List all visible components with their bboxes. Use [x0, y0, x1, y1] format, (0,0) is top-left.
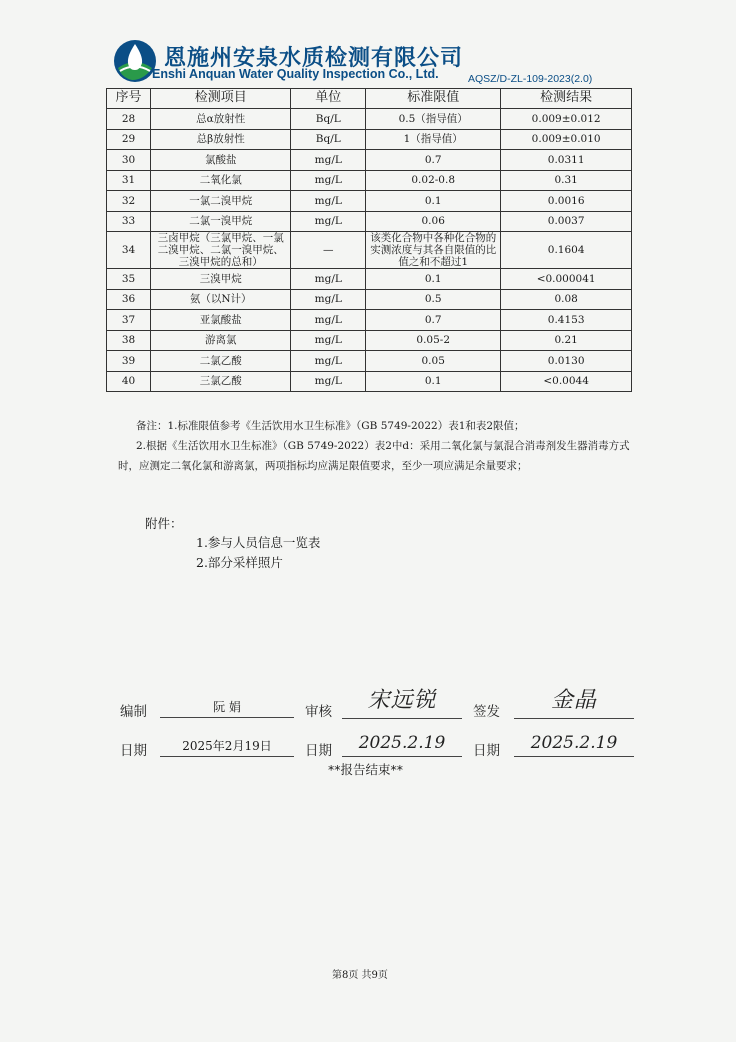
table-row	[107, 310, 632, 331]
prepared-label: 编制	[120, 704, 147, 720]
row-result: 0.009±0.012	[501, 109, 632, 130]
table-header-row	[107, 89, 632, 109]
document-code: AQSZ/D-ZL-109-2023(2.0)	[468, 73, 593, 85]
remarks	[118, 416, 638, 476]
row-unit: mg/L	[291, 170, 366, 191]
row-unit: Bq/L	[291, 129, 366, 150]
table-row	[107, 371, 632, 392]
company-name-cn: 恩施州安泉水质检测有限公司	[164, 46, 464, 71]
row-unit: mg/L	[291, 310, 366, 331]
review-signature: 宋远锐	[342, 684, 462, 719]
attachment-item: 1.参与人员信息一览表	[196, 535, 321, 550]
header-unit: 单位	[291, 89, 366, 109]
row-result: 0.1604	[501, 232, 632, 269]
row-unit: mg/L	[291, 211, 366, 232]
table-row	[107, 150, 632, 171]
row-item: 二氯乙酸	[151, 351, 291, 372]
issue-signature: 金晶	[514, 684, 634, 719]
row-result: 0.4153	[501, 310, 632, 331]
row-result: 0.08	[501, 289, 632, 310]
test-results-table	[106, 88, 632, 392]
review-date: 2025.2.19	[342, 730, 462, 757]
row-no: 30	[107, 150, 151, 171]
row-result: 0.31	[501, 170, 632, 191]
page-number: 第8页 共9页	[332, 970, 388, 981]
row-no: 37	[107, 310, 151, 331]
row-no: 38	[107, 330, 151, 351]
issue-label: 签发	[473, 704, 500, 720]
row-item: 亚氯酸盐	[151, 310, 291, 331]
header-result: 检测结果	[501, 89, 632, 109]
row-result: 0.21	[501, 330, 632, 351]
row-result: 0.009±0.010	[501, 129, 632, 150]
row-no: 35	[107, 269, 151, 290]
prepared-date: 2025年2月19日	[160, 736, 294, 757]
table-row	[107, 330, 632, 351]
issue-date: 2025.2.19	[514, 730, 634, 757]
row-no: 33	[107, 211, 151, 232]
row-unit: —	[291, 232, 366, 269]
row-unit: mg/L	[291, 371, 366, 392]
row-result: <0.000041	[501, 269, 632, 290]
row-unit: mg/L	[291, 150, 366, 171]
row-unit: mg/L	[291, 330, 366, 351]
table-row	[107, 109, 632, 130]
table-row	[107, 289, 632, 310]
row-no: 34	[107, 232, 151, 269]
row-item: 三氯乙酸	[151, 371, 291, 392]
table-row	[107, 129, 632, 150]
row-no: 36	[107, 289, 151, 310]
row-unit: Bq/L	[291, 109, 366, 130]
row-no: 40	[107, 371, 151, 392]
row-item: 总β放射性	[151, 129, 291, 150]
issue-date-label: 日期	[473, 743, 500, 759]
review-date-label: 日期	[305, 743, 332, 759]
row-result: 0.0130	[501, 351, 632, 372]
row-limit: 该类化合物中各种化合物的实测浓度与其各自限值的比值之和不超过1	[366, 232, 501, 269]
row-item: 氨（以N计）	[151, 289, 291, 310]
row-limit: 0.1	[366, 371, 501, 392]
header-limit: 标准限值	[366, 89, 501, 109]
row-limit: 0.7	[366, 310, 501, 331]
header-no: 序号	[107, 89, 151, 109]
table-row	[107, 211, 632, 232]
report-end-text: **报告结束**	[328, 762, 404, 777]
row-no: 39	[107, 351, 151, 372]
row-limit: 0.05-2	[366, 330, 501, 351]
row-item: 三卤甲烷（三氯甲烷、一氯二溴甲烷、二氯一溴甲烷、三溴甲烷的总和）	[151, 232, 291, 269]
attachments-title: 附件：	[145, 516, 183, 531]
row-item: 一氯二溴甲烷	[151, 191, 291, 212]
row-no: 32	[107, 191, 151, 212]
row-item: 游离氯	[151, 330, 291, 351]
row-unit: mg/L	[291, 269, 366, 290]
table-row	[107, 351, 632, 372]
row-unit: mg/L	[291, 191, 366, 212]
prepared-name: 阮 娟	[160, 697, 294, 718]
row-item: 氯酸盐	[151, 150, 291, 171]
row-item: 二氧化氯	[151, 170, 291, 191]
row-result: <0.0044	[501, 371, 632, 392]
header-item: 检测项目	[151, 89, 291, 109]
row-result: 0.0016	[501, 191, 632, 212]
remark-2: 2.根据《生活饮用水卫生标准》（GB 5749-2022）表2中d：采用二氧化氯与氯混合消毒剂发生器消毒方式时，应测定二氧化氯和游离氯，两项指标均应满足限值要求，至少一项应满足余量要求；	[118, 440, 630, 472]
row-limit: 0.02-0.8	[366, 170, 501, 191]
row-limit: 0.5（指导值）	[366, 109, 501, 130]
row-result: 0.0311	[501, 150, 632, 171]
table-row	[107, 269, 632, 290]
row-no: 28	[107, 109, 151, 130]
table-row	[107, 170, 632, 191]
row-limit: 0.06	[366, 211, 501, 232]
company-name-en: Enshi Anquan Water Quality Inspection Co., Ltd.	[152, 67, 439, 81]
row-limit: 1（指导值）	[366, 129, 501, 150]
review-label: 审核	[305, 704, 332, 720]
row-no: 31	[107, 170, 151, 191]
table-row	[107, 232, 632, 269]
table-row	[107, 191, 632, 212]
row-limit: 0.1	[366, 269, 501, 290]
row-limit: 0.7	[366, 150, 501, 171]
row-unit: mg/L	[291, 351, 366, 372]
row-limit: 0.05	[366, 351, 501, 372]
row-no: 29	[107, 129, 151, 150]
row-limit: 0.5	[366, 289, 501, 310]
row-item: 总α放射性	[151, 109, 291, 130]
attachment-item: 2.部分采样照片	[196, 555, 283, 570]
row-result: 0.0037	[501, 211, 632, 232]
row-item: 三溴甲烷	[151, 269, 291, 290]
row-unit: mg/L	[291, 289, 366, 310]
prepared-date-label: 日期	[120, 743, 147, 759]
remark-1: 备注：1.标准限值参考《生活饮用水卫生标准》（GB 5749-2022）表1和表2限值；	[136, 420, 525, 432]
row-limit: 0.1	[366, 191, 501, 212]
row-item: 二氯一溴甲烷	[151, 211, 291, 232]
